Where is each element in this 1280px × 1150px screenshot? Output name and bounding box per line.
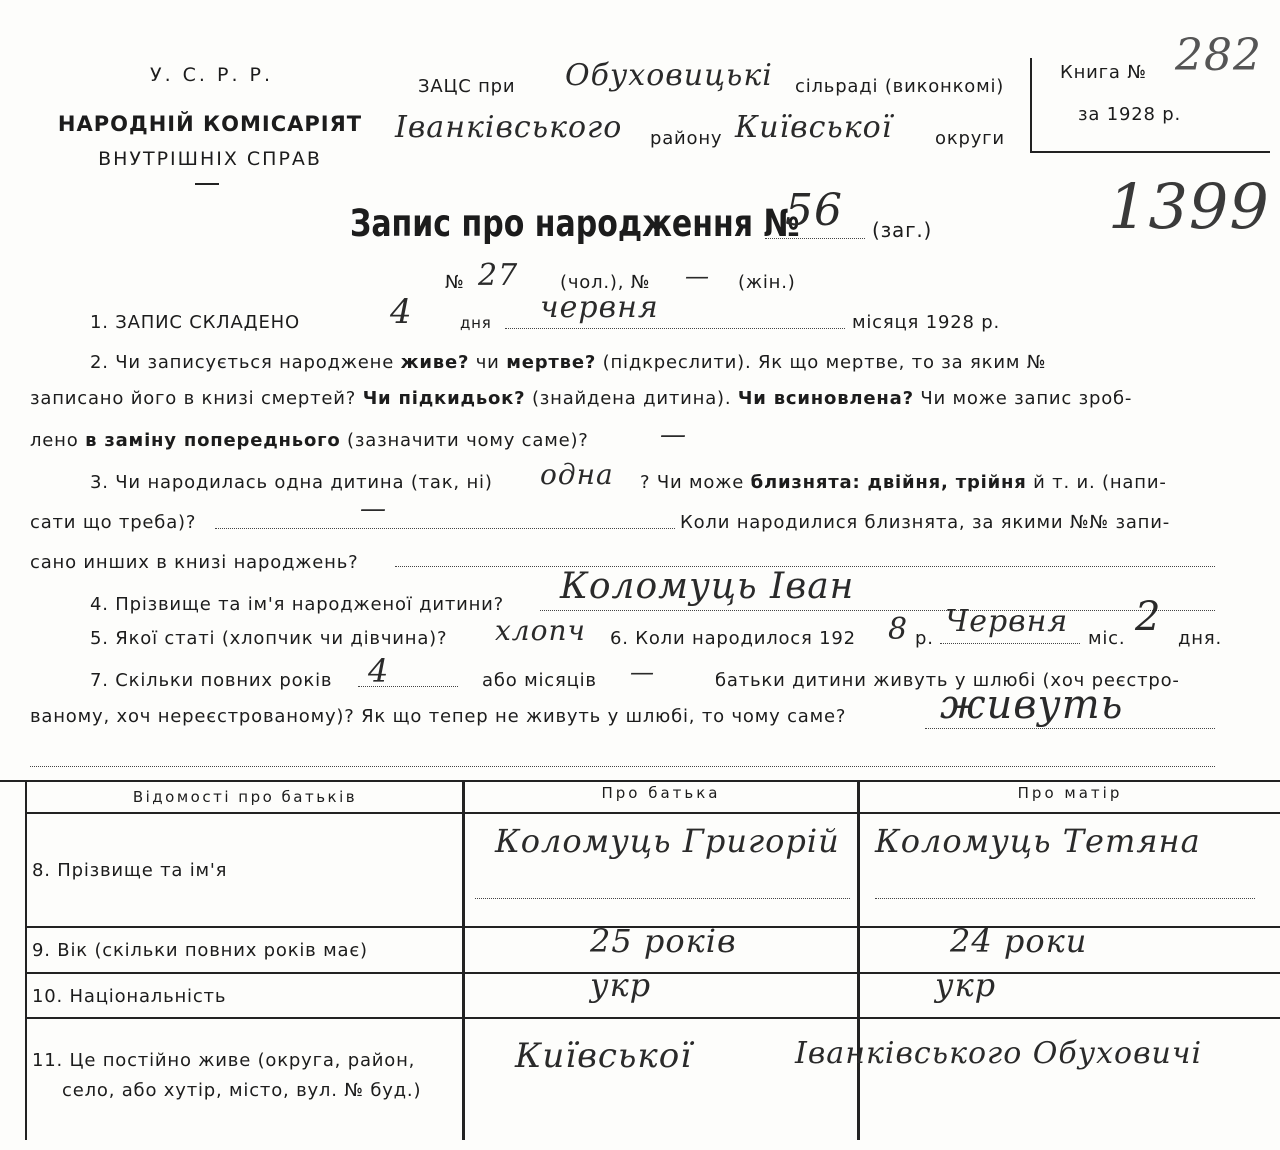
q2-text-d: записано його в книзі смертей? <box>30 388 357 409</box>
q3-text-f: сано инших в книзі народжень? <box>30 552 359 573</box>
record-number: 56 <box>785 185 843 236</box>
q1-tail: місяця 1928 р. <box>852 312 1000 333</box>
q2-text-c: (підкреслити). Як що мертве, то за яким № <box>602 352 1047 373</box>
q6-month: Червня <box>945 604 1069 639</box>
q7-years: 4 <box>368 652 390 690</box>
ministry-dept: ВНУТРІШНІХ СПРАВ <box>98 148 322 170</box>
q1-label: 1. ЗАПИС СКЛАДЕНО <box>90 312 300 333</box>
row-age-label: 9. Вік (скільки повних років має) <box>32 940 368 961</box>
header-divider <box>195 183 219 185</box>
q2-answer: — <box>660 420 687 450</box>
female-number: — <box>685 262 710 290</box>
q2-foundling: Чи підкидьок? <box>362 388 526 409</box>
q2-text-e: (знайдена дитина). <box>531 388 732 409</box>
q6-month-label: міс. <box>1088 628 1126 649</box>
male-number: 27 <box>478 258 519 293</box>
q2-text-h: (зазначити чому саме)? <box>347 430 589 451</box>
okrug-name: Київської <box>735 110 893 145</box>
book-number: 282 <box>1175 30 1262 81</box>
okrug-label: округи <box>935 128 1005 149</box>
raion-name: Іванківського <box>395 110 623 145</box>
female-label: (жін.) <box>738 272 796 293</box>
q7-text-d: ваному, хоч нереєстрованому)? Як що тепер не живуть у шлюбі, то чому саме? <box>30 706 847 727</box>
q5-answer: хлопч <box>495 614 586 647</box>
table-row9-rule <box>25 972 1280 974</box>
q2-line3 <box>30 430 589 451</box>
q2-alive: живе? <box>400 352 470 373</box>
table-header-info: Відомості про батьків <box>132 788 358 806</box>
q3-twins-line <box>215 528 675 529</box>
table-col-1-rule <box>462 780 465 1140</box>
male-label: (чол.), № <box>560 272 651 293</box>
row-name-label: 8. Прізвище та ім'я <box>32 860 228 881</box>
raion-label: району <box>650 128 723 149</box>
father-name-line <box>475 898 850 899</box>
q7-months: — <box>630 658 655 686</box>
book-box-bottom <box>1030 151 1270 153</box>
book-label: Книга № <box>1060 62 1147 83</box>
q6-label: 6. Коли народилося 192 <box>610 628 856 649</box>
q3-text-b: ? Чи може <box>640 472 745 493</box>
q6-day: 2 <box>1135 594 1162 640</box>
table-left-border <box>25 780 27 1140</box>
father-name: Коломуць Григорій <box>495 822 840 860</box>
q1-month-line <box>505 328 845 329</box>
row-residence-label-1: 11. Це постійно живе (округа, район, <box>32 1050 416 1071</box>
q6-day-label: дня. <box>1178 628 1222 649</box>
q6-year: 8 <box>888 612 909 647</box>
q7-answer: живуть <box>940 682 1124 728</box>
q2-line1 <box>90 352 1046 373</box>
ministry-title: НАРОДНІЙ КОМІСАРІЯТ <box>57 112 363 136</box>
q1-day: 4 <box>390 292 413 332</box>
q7-text-c: батьки дитини живуть у шлюбі (хоч реєстро- <box>715 670 1180 691</box>
q4-label: 4. Прізвище та ім'я народженої дитини? <box>90 594 505 615</box>
zags-prefix: ЗАЦС при <box>418 76 516 97</box>
row-residence-label-2: село, або хутір, місто, вул. № буд.) <box>62 1080 422 1101</box>
mother-residence: Іванківського Обуховичі <box>795 1036 1203 1071</box>
mother-nationality: укр <box>935 966 997 1004</box>
record-suffix: (заг.) <box>872 218 933 242</box>
q3-line1b <box>640 472 1167 493</box>
table-row10-rule <box>25 1017 1280 1019</box>
q7-text-b: або місяців <box>482 670 597 691</box>
table-top-border <box>0 780 1280 782</box>
q7-answer-line <box>925 728 1215 729</box>
q3-text-e: Коли народилися близнята, за якими №№ запи- <box>680 512 1171 533</box>
council-label: сільраді (виконкомі) <box>795 76 1005 97</box>
q3-text-c: й т. и. (напи- <box>1033 472 1167 493</box>
table-header-mother: Про матір <box>1017 784 1123 802</box>
q3-twins-answer: — <box>360 494 387 524</box>
table-col-2-rule <box>857 780 860 1140</box>
q2-text-a: 2. Чи записується народжене <box>90 352 395 373</box>
no-label: № <box>445 272 465 293</box>
q3-line1 <box>90 472 493 493</box>
q7-extra-line <box>30 766 1215 767</box>
q6-month-line <box>940 643 1080 644</box>
father-age: 25 років <box>590 922 737 960</box>
margin-number: 1399 <box>1108 170 1270 243</box>
row-nationality-label: 10. Національність <box>32 986 227 1007</box>
book-box-left <box>1030 58 1032 153</box>
q3-text-d: сати що треба)? <box>30 512 197 533</box>
record-number-line <box>765 238 865 239</box>
table-header-rule <box>25 812 1280 814</box>
table-header-father: Про батька <box>601 784 721 802</box>
q1-month: червня <box>540 290 659 325</box>
mother-name-line <box>875 898 1255 899</box>
zags-village: Обуховицькі <box>565 58 773 93</box>
mother-age: 24 роки <box>950 922 1088 960</box>
q2-adopted: Чи всиновлена? <box>737 388 914 409</box>
record-title: Запис про народження № <box>350 202 800 246</box>
q1-day-label: дня <box>460 314 492 332</box>
q5-label: 5. Якої статі (хлопчик чи дівчина)? <box>90 628 448 649</box>
q3-answer: одна <box>540 458 614 491</box>
q2-dead: мертве? <box>506 352 597 373</box>
q2-line2 <box>30 388 1132 409</box>
q4-line <box>540 610 1215 611</box>
father-nationality: укр <box>590 966 652 1004</box>
q2-text-b: чи <box>475 352 500 373</box>
q2-text-g: лено <box>30 430 79 451</box>
q2-replace: в заміну попереднього <box>85 430 341 451</box>
book-year: за 1928 р. <box>1078 104 1182 125</box>
ussr-label: У. С. Р. Р. <box>150 64 274 86</box>
mother-name: Коломуць Тетяна <box>875 822 1201 860</box>
q3-twins: близнята: двійня, трійня <box>750 472 1027 493</box>
q2-text-f: Чи може запис зроб- <box>920 388 1133 409</box>
q6-year-label: р. <box>915 628 934 649</box>
q3-text-a: 3. Чи народилась одна дитина (так, ні) <box>90 472 493 493</box>
father-residence: Київської <box>515 1036 693 1076</box>
q7-years-line <box>358 686 458 687</box>
q7-text-a: 7. Скільки повних років <box>90 670 333 691</box>
q4-answer: Коломуць Іван <box>560 566 855 607</box>
